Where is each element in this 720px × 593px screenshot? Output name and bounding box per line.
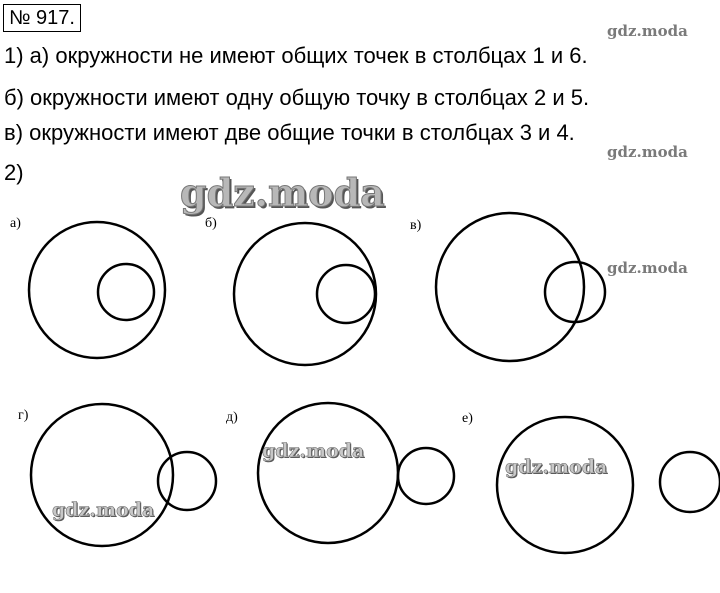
answer-line-3: в) окружности имеют две общие точки в столбцах 3 и 4. [4,120,575,145]
figure-label-d: д) [226,410,238,425]
circle-d-small [398,448,454,504]
problem-number: № 917. [3,4,81,32]
figure-label-g: г) [18,408,29,423]
circle-a-small [98,264,154,320]
circle-e-large [497,417,633,553]
watermark: gdz.moda [607,259,688,277]
answer-line-2: б) окружности имеют одну общую точку в столбцах 2 и 5. [4,85,590,110]
circle-b-small [317,265,375,323]
watermark: gdz.moda [52,499,155,521]
circle-b-large [234,223,376,365]
circle-v-small [545,262,605,322]
figure-label-a: а) [10,216,21,231]
circle-v-large [436,213,584,361]
circle-g-small [158,452,216,510]
circle-e-small [660,452,720,512]
watermark: gdz.moda [180,170,385,215]
circle-d-large [258,403,398,543]
watermark: gdz.moda [607,143,688,161]
circle-g-large [31,404,173,546]
watermark: gdz.moda [505,456,608,478]
answer-line-4: 2) [4,160,24,185]
answer-line-1: 1) а) окружности не имеют общих точек в столбцах 1 и 6. [4,43,588,68]
figure-label-b: б) [205,216,217,231]
watermark: gdz.moda [262,440,365,462]
figure-label-v: в) [410,218,422,233]
figure-label-e: е) [462,411,473,426]
watermark: gdz.moda [607,22,688,40]
